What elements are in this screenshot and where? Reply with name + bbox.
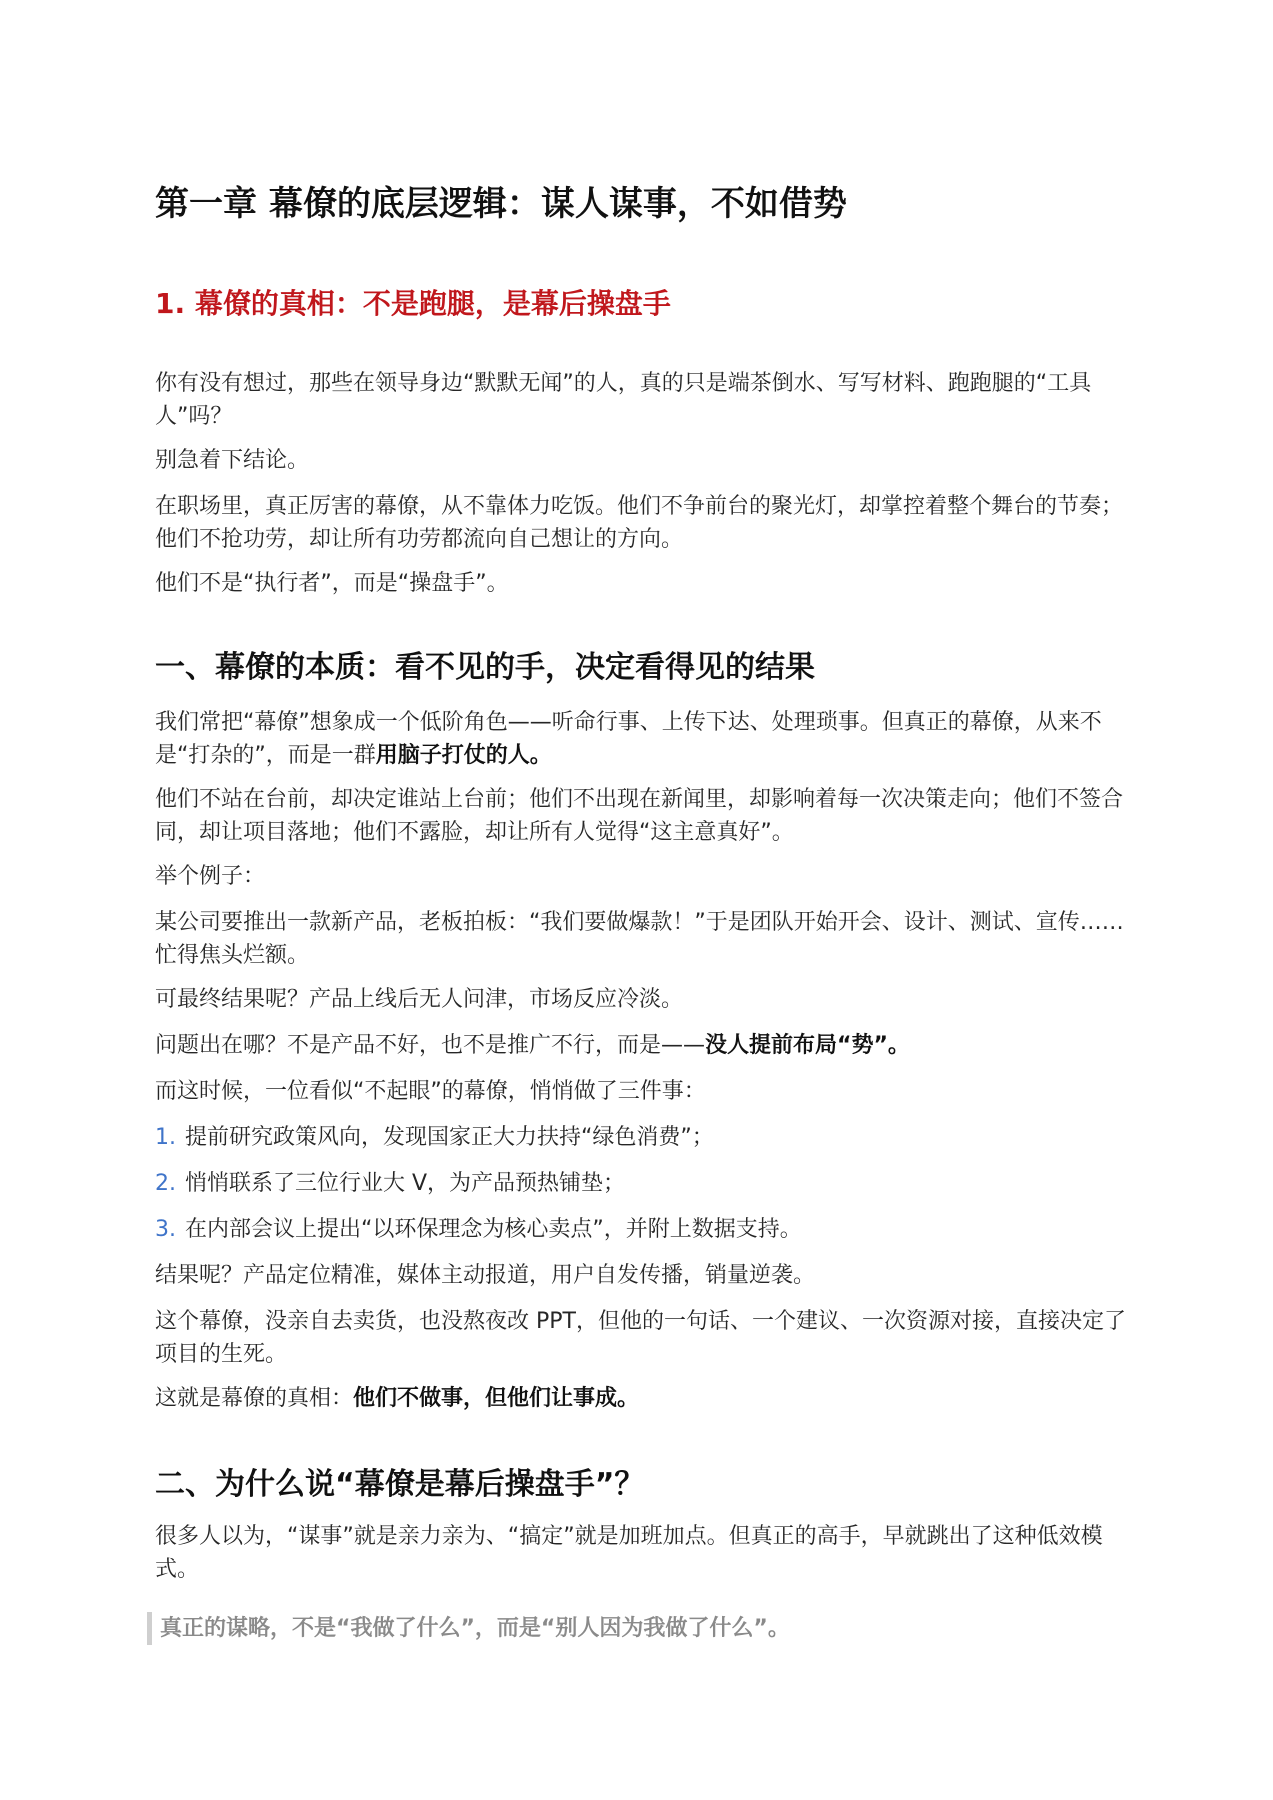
list-number: 3. — [155, 1217, 176, 1242]
essence-paragraph-7: 而这时候，一位看似“不起眼”的幕僚，悄悄做了三件事： — [155, 1079, 706, 1104]
essence-paragraph-1-text: 我们常把“幕僚”想象成一个低阶角色——听命行事、上传下达、处理琐事。但真正的幕僚，从来不是“打杂的”，而是一群 — [155, 710, 1102, 768]
intro-paragraph-1: 你有没有想过，那些在领导身边“默默无闻”的人，真的只是端茶倒水、写写材料、跑跑腿的“工具人”吗？ — [155, 371, 1092, 429]
list-item-text: 悄悄联系了三位行业大 V，为产品预热铺垫； — [185, 1171, 626, 1196]
section-heading-why: 二、为什么说“幕僚是幕后操盘手”？ — [155, 1467, 645, 1502]
essence-paragraph-10-text: 这就是幕僚的真相： — [155, 1386, 354, 1411]
section-heading-essence: 一、幕僚的本质：看不见的手，决定看得见的结果 — [155, 650, 815, 685]
list-item — [155, 1213, 1130, 1246]
essence-paragraph-6 — [155, 1029, 1130, 1062]
essence-paragraph-3: 举个例子： — [155, 864, 266, 889]
essence-paragraph-8: 结果呢？产品定位精准，媒体主动报道，用户自发传播，销量逆袭。 — [155, 1263, 816, 1288]
intro-paragraph-3: 在职场里，真正厉害的幕僚，从不靠体力吃饭。他们不争前台的聚光灯，却掌控着整个舞台的节奏；他们不抢功劳，却让所有功劳都流向自己想让的方向。 — [155, 494, 1124, 552]
list-number: 1. — [155, 1125, 176, 1150]
essence-paragraph-1 — [155, 706, 1130, 772]
list-item-text: 在内部会议上提出“以环保理念为核心卖点”，并附上数据支持。 — [185, 1217, 802, 1242]
essence-paragraph-6-text: 问题出在哪？不是产品不好，也不是推广不行，而是—— — [155, 1033, 706, 1058]
list-item — [155, 1121, 1130, 1154]
intro-paragraph-4: 他们不是“执行者”，而是“操盘手”。 — [155, 571, 509, 596]
essence-paragraph-10 — [155, 1382, 1130, 1415]
section-heading-truth: 1. 幕僚的真相：不是跑腿，是幕后操盘手 — [155, 287, 671, 320]
list-number: 2. — [155, 1171, 176, 1196]
essence-paragraph-1-bold: 用脑子打仗的人。 — [375, 743, 552, 768]
chapter-title: 第一章 幕僚的底层逻辑：谋人谋事，不如借势 — [155, 184, 847, 224]
list-item — [155, 1167, 1130, 1200]
why-paragraph-1: 很多人以为，“谋事”就是亲力亲为、“搞定”就是加班加点。但真正的高手，早就跳出了这种低效模式。 — [155, 1524, 1103, 1582]
essence-paragraph-6-bold: 没人提前布局“势”。 — [705, 1033, 910, 1058]
list-item-text: 提前研究政策风向，发现国家正大力扶持“绿色消费”； — [185, 1125, 714, 1150]
essence-paragraph-2: 他们不站在台前，却决定谁站上台前；他们不出现在新闻里，却影响着每一次决策走向；他们不签合同，却让项目落地；他们不露脸，却让所有人觉得“这主意真好”。 — [155, 787, 1124, 845]
essence-paragraph-4: 某公司要推出一款新产品，老板拍板：“我们要做爆款！”于是团队开始开会、设计、测试、宣传……忙得焦头烂额。 — [155, 910, 1124, 968]
intro-paragraph-2: 别急着下结论。 — [155, 448, 310, 473]
essence-paragraph-9: 这个幕僚，没亲自去卖货，也没熬夜改 PPT，但他的一句话、一个建议、一次资源对接，直接决定了项目的生死。 — [155, 1309, 1126, 1367]
essence-paragraph-5: 可最终结果呢？产品上线后无人问津，市场反应冷淡。 — [155, 987, 684, 1012]
blockquote: 真正的谋略，不是“我做了什么”，而是“别人因为我做了什么”。 — [147, 1612, 790, 1645]
essence-paragraph-10-bold: 他们不做事，但他们让事成。 — [353, 1386, 640, 1411]
